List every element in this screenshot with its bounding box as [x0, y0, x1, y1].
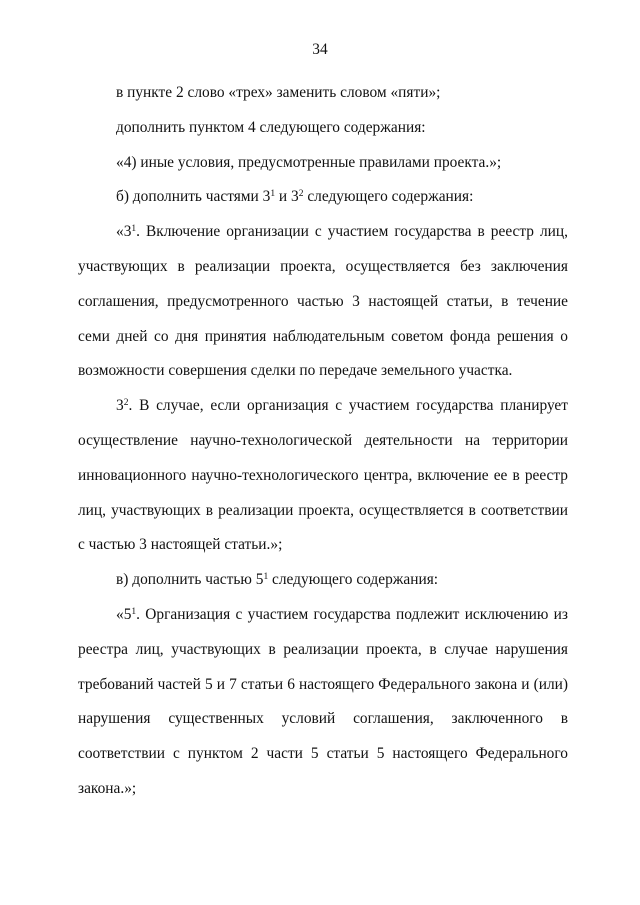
- paragraph-text: и 3: [275, 188, 299, 206]
- paragraph-text: «3: [116, 223, 132, 241]
- paragraph-part-3-2: [78, 389, 568, 563]
- paragraph-text: «5: [116, 605, 132, 623]
- superscript: 1: [131, 606, 137, 617]
- superscript: 1: [263, 572, 269, 583]
- document-body: [78, 76, 568, 807]
- paragraph-part-3-1: [78, 215, 568, 389]
- superscript: 2: [123, 398, 129, 409]
- paragraph-amend-point-2: [78, 76, 568, 111]
- paragraph-text: . В случае, если организация с участием государства планирует осуществление научно-технологической деятельности на территории инновационного научно-технологического центра, включение ее в реестр лиц, участвующих в реализации проекта, осуществляется в соответствии с частью 3 настоящей статьи.»;: [78, 397, 568, 554]
- paragraph-text: 3: [116, 397, 124, 415]
- paragraph-text: . Организация с участием государства подлежит исключению из реестра лиц, участвующих в реализации проекта, в случае нарушения требований частей 5 и 7 статьи 6 настоящего Федерального закона и (или) нарушения существенных условий соглашения, заключенного в соответствии с пунктом 2 части 5 статьи 5 настоящего Федерального закона.»;: [78, 605, 568, 797]
- paragraph-text: «4) иные условия, предусмотренные правилами проекта.»;: [116, 153, 502, 171]
- paragraph-item-b: [78, 180, 568, 215]
- paragraph-text: в) дополнить частью 5: [116, 571, 264, 589]
- superscript: 1: [270, 189, 276, 200]
- superscript: 2: [298, 189, 304, 200]
- paragraph-point-4-text: [78, 146, 568, 181]
- superscript: 1: [131, 224, 137, 235]
- paragraph-item-v: [78, 563, 568, 598]
- paragraph-text: б) дополнить частями 3: [116, 188, 271, 206]
- page-number: 34: [312, 41, 328, 58]
- paragraph-part-5-1: [78, 598, 568, 807]
- paragraph-text: в пункте 2 слово «трех» заменить словом «пяти»;: [116, 84, 441, 101]
- paragraph-text: дополнить пунктом 4 следующего содержания:: [116, 118, 426, 136]
- paragraph-text: . Включение организации с участием государства в реестр лиц, участвующих в реализации проекта, осуществляется без заключения соглашения, предусмотренного частью 3 настоящей статьи, в течение семи дней со дня принятия наблюдательным советом фонда решения о возможности совершения сделки по передаче земельного участка.: [78, 223, 568, 380]
- paragraph-text: следующего содержания:: [303, 188, 474, 206]
- paragraph-text: следующего содержания:: [268, 571, 439, 589]
- paragraph-add-point-4: [78, 111, 568, 146]
